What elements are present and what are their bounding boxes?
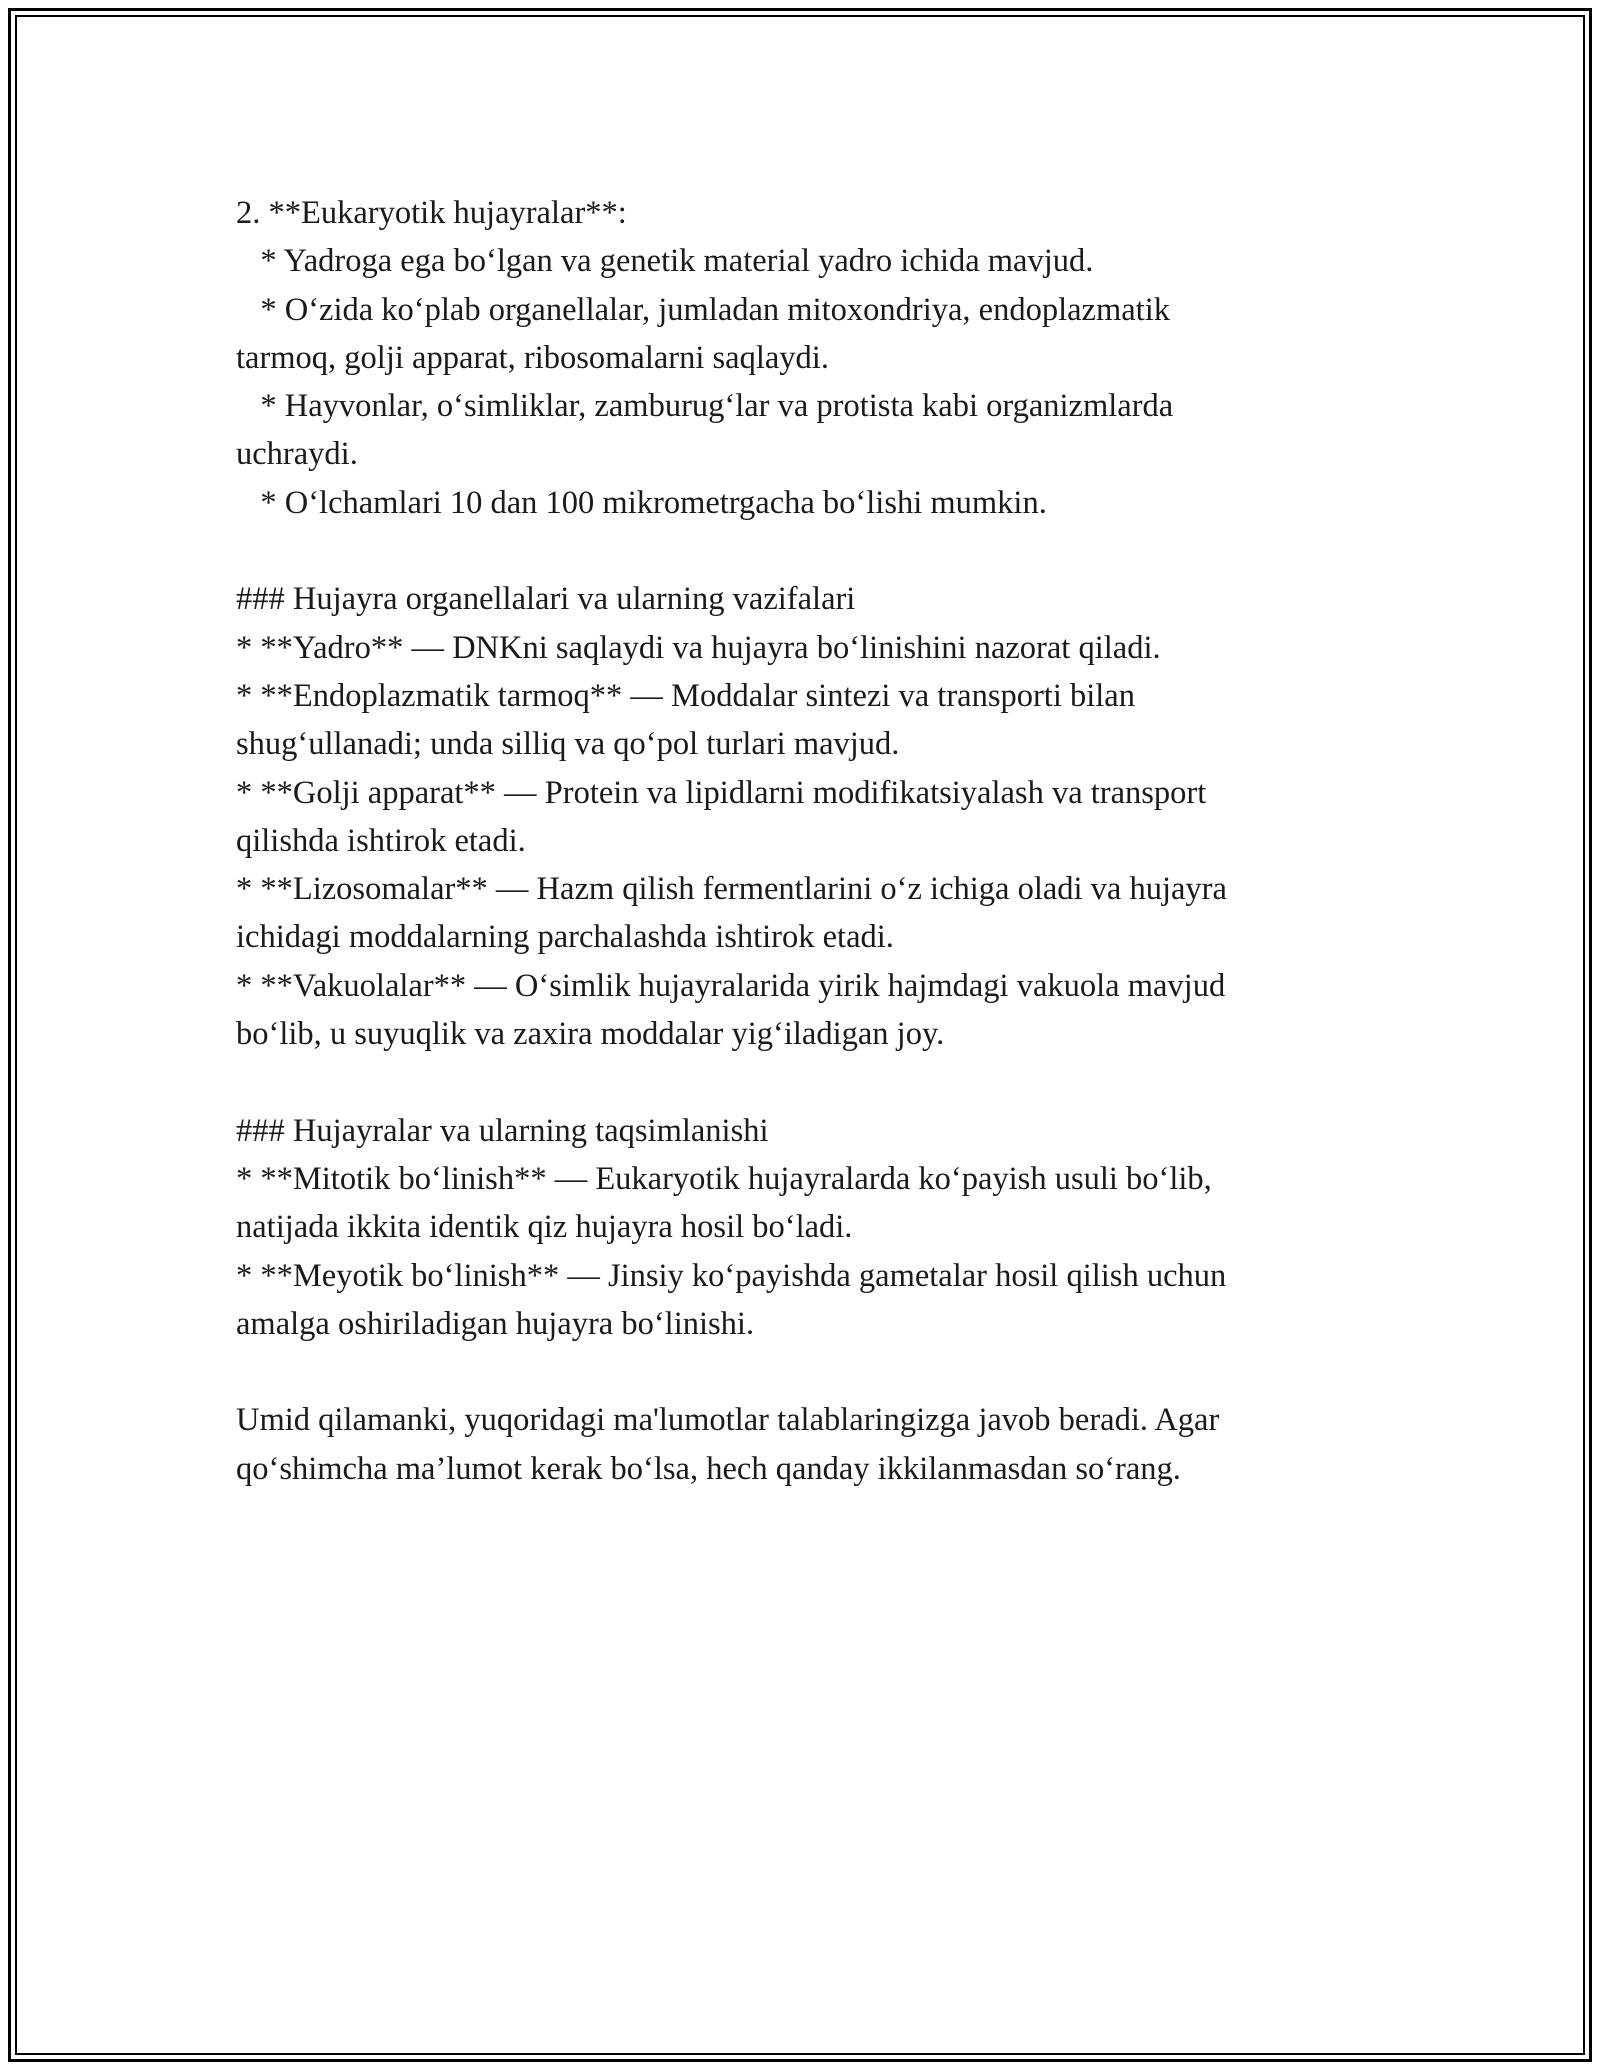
text-line: * **Mitotik bo‘linish** — Eukaryotik hujayralarda ko‘payish usuli bo‘lib, [236, 1160, 1212, 1197]
text-line: * O‘zida ko‘plab organellalar, jumladan mitoxondriya, endoplazmatik [236, 291, 1170, 328]
text-line: * **Vakuolalar** — O‘simlik hujayralarida yirik hajmdagi vakuola mavjud [236, 967, 1226, 1004]
text-line: ichidagi moddalarning parchalashda ishtirok etadi. [236, 919, 894, 956]
text-line: * O‘lchamlari 10 dan 100 mikrometrgacha bo‘lishi mumkin. [236, 484, 1047, 521]
text-line: * **Golji apparat** — Protein va lipidlarni modifikatsiyalash va transport [236, 774, 1207, 811]
text-line: shug‘ullanadi; unda silliq va qo‘pol turlari mavjud. [236, 726, 900, 763]
text-line: uchraydi. [236, 436, 358, 473]
text-line: natijada ikkita identik qiz hujayra hosil bo‘ladi. [236, 1209, 853, 1246]
text-line: tarmoq, golji apparat, ribosomalarni saqlaydi. [236, 339, 829, 376]
text-line: * **Yadro** — DNKni saqlaydi va hujayra bo‘linishini nazorat qiladi. [236, 629, 1161, 666]
text-line: qilishda ishtirok etadi. [236, 822, 526, 859]
text-line: * Yadroga ega bo‘lgan va genetik material yadro ichida mavjud. [236, 243, 1094, 280]
blank-line [236, 1058, 1386, 1106]
text-line: * **Endoplazmatik tarmoq** — Moddalar sintezi va transporti bilan [236, 677, 1135, 714]
document-body [236, 189, 1386, 1493]
closing-paragraph-line: Umid qilamanki, yuqoridagi ma'lumotlar talablaringizga javob beradi. Agar [236, 1402, 1220, 1439]
text-line: amalga oshiriladigan hujayra bo‘linishi. [236, 1305, 755, 1342]
text-line: bo‘lib, u suyuqlik va zaxira moddalar yig‘iladigan joy. [236, 1016, 945, 1053]
text-line: * Hayvonlar, o‘simliklar, zamburug‘lar va protista kabi organizmlarda [236, 388, 1174, 425]
section-heading: ### Hujayralar va ularning taqsimlanishi [236, 1112, 769, 1149]
text-line: * **Meyotik bo‘linish** — Jinsiy ko‘payishda gametalar hosil qilish uchun [236, 1257, 1227, 1294]
blank-line [236, 527, 1386, 575]
text-line: 2. **Eukaryotik hujayralar**: [236, 195, 627, 231]
blank-line [236, 1348, 1386, 1396]
section-heading: ### Hujayra organellalari va ularning vazifalari [236, 581, 856, 618]
text-line: * **Lizosomalar** — Hazm qilish fermentlarini o‘z ichiga oladi va hujayra [236, 871, 1227, 908]
closing-paragraph-line: qo‘shimcha ma’lumot kerak bo‘lsa, hech qanday ikkilanmasdan so‘rang. [236, 1450, 1181, 1487]
